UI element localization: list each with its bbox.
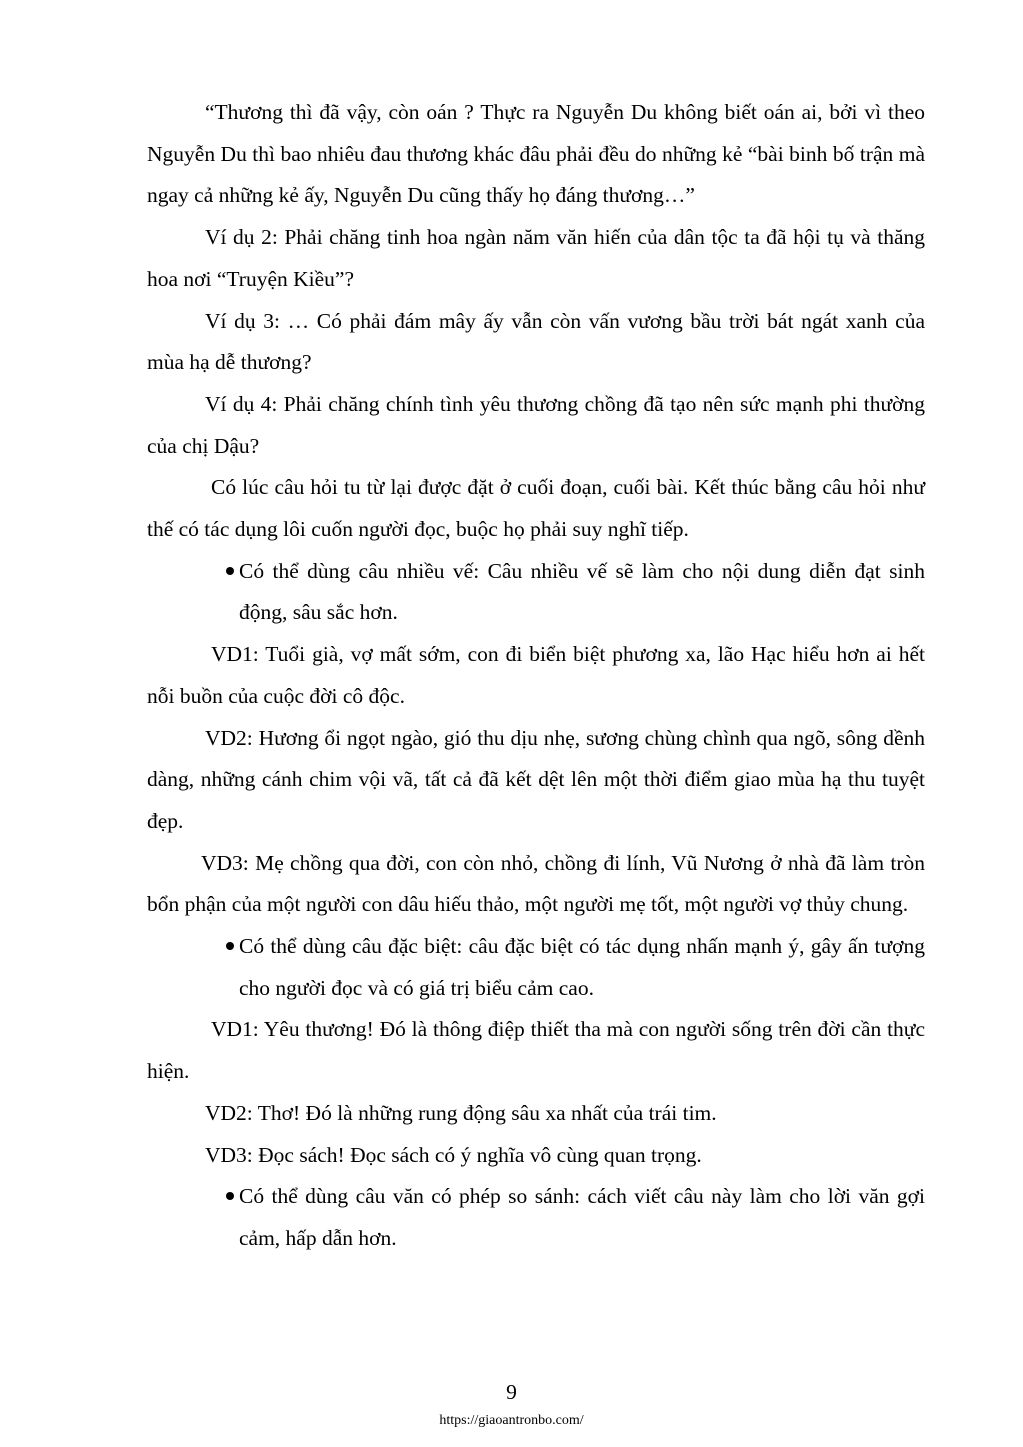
page-number: 9 (506, 1380, 517, 1404)
bullet-icon (223, 926, 237, 968)
document-body (147, 92, 925, 1260)
bullet-item (147, 926, 925, 1009)
paragraph: VD1: Yêu thương! Đó là thông điệp thiết tha mà con người sống trên đời cần thực hiện. (147, 1017, 925, 1084)
paragraph: VD3: Mẹ chồng qua đời, con còn nhỏ, chồng đi lính, Vũ Nương ở nhà đã làm tròn bổn phận của một người con dâu hiếu thảo, một người mẹ tốt, một người vợ thủy chung. (147, 850, 925, 917)
bullet-item (147, 1176, 925, 1259)
paragraph: VD2: Hương ổi ngọt ngào, gió thu dịu nhẹ, sương chùng chình qua ngõ, sông dềnh dàng, những cánh chim vội vã, tất cả đã kết dệt lên một thời điểm giao mùa hạ thu tuyệt đẹp. (147, 725, 925, 833)
paragraph: VD3: Đọc sách! Đọc sách có ý nghĩa vô cùng quan trọng. (205, 1142, 702, 1167)
paragraph: VD2: Thơ! Đó là những rung động sâu xa nhất của trái tim. (205, 1100, 717, 1125)
bullet-text: Có thể dùng câu nhiều vế: Câu nhiều vế sẽ làm cho nội dung diễn đạt sinh động, sâu sắc hơn. (239, 558, 925, 625)
paragraph: “Thương thì đã vậy, còn oán ? Thực ra Nguyễn Du không biết oán ai, bởi vì theo Nguyễn Du thì bao nhiêu đau thương khác đâu phải đều do những kẻ “bài binh bố trận mà ngay cả những kẻ ấy, Nguyễn Du cũng thấy họ đáng thương…” (147, 100, 925, 208)
paragraph: VD1: Tuổi già, vợ mất sớm, con đi biển biệt phương xa, lão Hạc hiểu hơn ai hết nỗi buồn của cuộc đời cô độc. (147, 642, 925, 708)
paragraph: Có lúc câu hỏi tu từ lại được đặt ở cuối đoạn, cuối bài. Kết thúc bằng câu hỏi như thế có tác dụng lôi cuốn người đọc, buộc họ phải suy nghĩ tiếp. (147, 475, 925, 542)
footer-url: https://giaoantronbo.com/ (439, 1413, 584, 1428)
bullet-text: Có thể dùng câu văn có phép so sánh: cách viết câu này làm cho lời văn gợi cảm, hấp dẫn hơn. (239, 1184, 925, 1250)
paragraph: Ví dụ 2: Phải chăng tinh hoa ngàn năm văn hiến của dân tộc ta đã hội tụ và thăng hoa nơi “Truyện Kiều”? (147, 225, 925, 291)
paragraph: Ví dụ 4: Phải chăng chính tình yêu thương chồng đã tạo nên sức mạnh phi thường của chị Dậu? (147, 391, 925, 458)
bullet-item (147, 551, 925, 634)
paragraph: Ví dụ 3: … Có phải đám mây ấy vẫn còn vấn vương bầu trời bát ngát xanh của mùa hạ dễ thương? (147, 308, 925, 375)
bullet-icon (223, 551, 237, 593)
bullet-icon (223, 1176, 237, 1218)
bullet-text: Có thể dùng câu đặc biệt: câu đặc biệt có tác dụng nhấn mạnh ý, gây ấn tượng cho người đọc và có giá trị biểu cảm cao. (239, 934, 925, 1000)
